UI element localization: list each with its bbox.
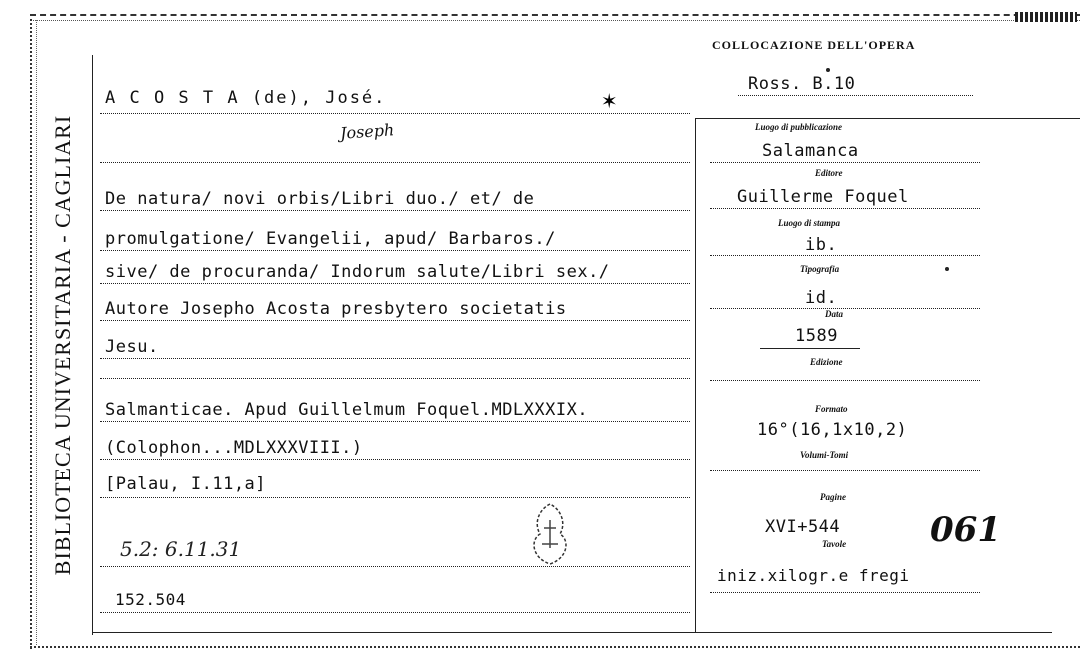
imprint-line: Salmanticae. Apud Guillelmum Foquel.MDLXXXIX. (105, 400, 589, 420)
author-name: A C O S T A (de), José. (105, 88, 387, 108)
inventory-rule (100, 612, 690, 613)
title-rule (100, 210, 690, 211)
field-value-pagine: XVI+544 (765, 517, 841, 537)
title-rule (100, 283, 690, 284)
collocation-underline (738, 95, 973, 96)
collocation-value: Ross. B.10 (748, 74, 856, 94)
field-value-tavole: iniz.xilogr.e fregi (717, 566, 910, 585)
field-label-volumi: Volumi-Tomi (800, 450, 849, 460)
library-stamp (520, 500, 580, 570)
field-label-editore: Editore (815, 168, 843, 178)
field-rule (710, 308, 980, 309)
field-rule (710, 470, 980, 471)
field-value-editore: Guillerme Foquel (737, 187, 909, 207)
field-rule (710, 592, 980, 593)
title-rule (100, 250, 690, 251)
card-top-border-2 (30, 20, 1080, 21)
author-underline (100, 113, 690, 114)
field-label-formato: Formato (815, 404, 848, 414)
author-handwritten: Joseph (339, 120, 395, 143)
title-line: De natura/ novi orbis/Libri duo./ et/ de (105, 189, 535, 209)
field-label-edizione: Edizione (810, 357, 843, 367)
right-panel-rule (695, 118, 696, 632)
field-value-luogo-stampa: ib. (805, 235, 838, 255)
inventory-number: 152.504 (115, 590, 186, 609)
field-value-formato: 16°(16,1x10,2) (757, 420, 908, 440)
handwritten-rule (100, 566, 690, 567)
title-line: Jesu. (105, 337, 159, 357)
title-rule (100, 358, 690, 359)
field-rule (710, 208, 980, 209)
punch-mark (1015, 12, 1077, 22)
handwritten-number: 061 (930, 510, 1001, 550)
field-rule (710, 380, 980, 381)
reference-rule (100, 497, 690, 498)
title-line: promulgatione/ Evangelii, apud/ Barbaros./ (105, 229, 556, 249)
author-rule-2 (100, 162, 690, 163)
field-label-luogo-pubblicazione: Luogo di pubblicazione (755, 122, 843, 132)
handwritten-reference: 5.2: 6.11.31 (120, 537, 242, 561)
field-value-luogo-pubblicazione: Salamanca (762, 141, 859, 161)
field-label-tavole: Tavole (822, 539, 847, 549)
main-left-rule (92, 55, 93, 635)
field-rule (710, 255, 980, 256)
field-label-pagine: Pagine (820, 492, 846, 502)
data-underline (760, 348, 860, 349)
field-rule (710, 162, 980, 163)
star-icon: ✶ (602, 86, 617, 114)
field-label-tipografia: Tipografia (800, 264, 840, 274)
collocation-header: COLLOCAZIONE DELL'OPERA (712, 38, 916, 52)
field-label-luogo-stampa: Luogo di stampa (778, 218, 841, 228)
field-dot (945, 267, 949, 271)
title-line: Autore Josepho Acosta presbytero societatis (105, 299, 567, 319)
field-value-data: 1589 (795, 326, 838, 346)
title-rule (100, 320, 690, 321)
title-line: sive/ de procuranda/ Indorum salute/Libri sex./ (105, 262, 610, 282)
imprint-line: (Colophon...MDLXXXVIII.) (105, 438, 363, 458)
field-label-data: Data (825, 309, 843, 319)
main-bottom-rule (92, 632, 1052, 633)
imprint-rule (100, 421, 690, 422)
collocation-dot (826, 68, 830, 72)
field-value-tipografia: id. (805, 288, 838, 308)
right-panel-top-rule (695, 118, 1080, 119)
imprint-rule (100, 459, 690, 460)
blank-rule (100, 378, 690, 379)
card-left-border-2 (36, 20, 37, 645)
card-bottom-border (30, 646, 1080, 648)
card-left-border (30, 14, 32, 649)
palau-reference: [Palau, I.11,a] (105, 474, 267, 494)
